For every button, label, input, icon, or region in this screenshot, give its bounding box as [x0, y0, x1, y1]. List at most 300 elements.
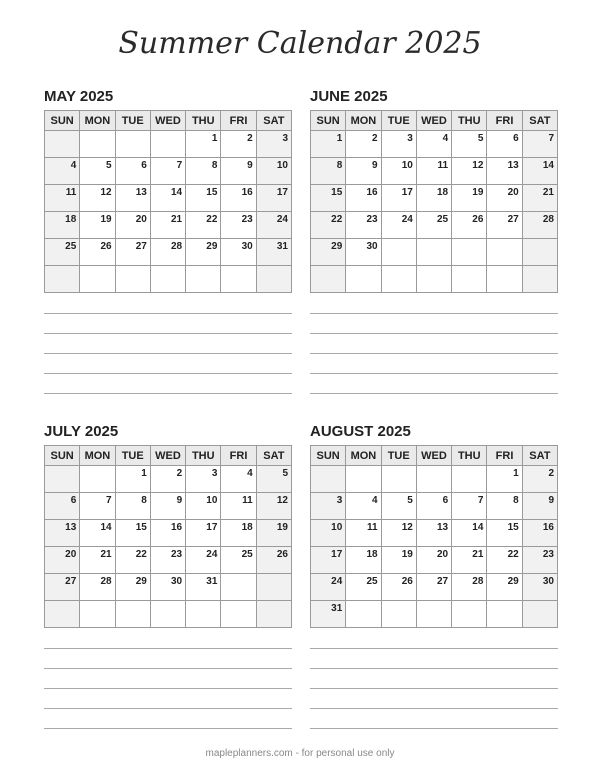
day-number: [112, 607, 115, 609]
day-number: [483, 472, 486, 474]
note-line: [44, 313, 292, 314]
day-number: [288, 272, 291, 274]
day-cell: [45, 158, 80, 185]
day-cell: [186, 601, 221, 628]
day-number: 23: [171, 549, 183, 560]
week-row: [45, 520, 292, 547]
day-cell: [150, 212, 185, 239]
day-cell: [80, 493, 115, 520]
day-number: [182, 137, 185, 139]
weekday-header: SAT: [256, 446, 291, 466]
day-cell: [115, 158, 150, 185]
day-cell: [311, 158, 346, 185]
day-cell: [311, 547, 346, 574]
note-line: [310, 353, 558, 354]
day-cell: [381, 574, 416, 601]
day-number: 15: [331, 187, 343, 198]
day-cell: [80, 212, 115, 239]
day-cell: [522, 601, 557, 628]
day-number: 12: [100, 187, 112, 198]
day-number: 5: [106, 160, 112, 171]
weekday-header: SAT: [256, 111, 291, 131]
day-cell: [256, 239, 291, 266]
week-row: [311, 574, 558, 601]
day-number: [554, 245, 557, 247]
note-line: [44, 353, 292, 354]
note-line: [44, 373, 292, 374]
day-cell: [452, 466, 487, 493]
day-cell: [221, 212, 256, 239]
day-cell: [221, 239, 256, 266]
note-line: [310, 373, 558, 374]
day-cell: [80, 239, 115, 266]
day-number: 20: [507, 187, 519, 198]
day-number: [483, 245, 486, 247]
day-cell: [80, 547, 115, 574]
day-cell: [381, 185, 416, 212]
day-number: 30: [366, 241, 378, 252]
day-cell: [452, 493, 487, 520]
day-number: [448, 472, 451, 474]
day-number: 12: [472, 160, 484, 171]
day-number: [112, 272, 115, 274]
day-number: 11: [65, 187, 77, 198]
day-number: 28: [171, 241, 183, 252]
week-row: [311, 520, 558, 547]
day-cell: [45, 212, 80, 239]
weekday-header: TUE: [381, 111, 416, 131]
day-cell: [487, 158, 522, 185]
day-cell: [45, 547, 80, 574]
day-cell: [115, 520, 150, 547]
day-cell: [80, 466, 115, 493]
weekday-header: WED: [150, 446, 185, 466]
day-cell: [452, 601, 487, 628]
day-cell: [256, 158, 291, 185]
day-number: 24: [206, 549, 218, 560]
day-cell: [311, 520, 346, 547]
weekday-header: TUE: [381, 446, 416, 466]
day-number: [253, 607, 256, 609]
day-cell: [221, 574, 256, 601]
day-cell: [452, 158, 487, 185]
day-cell: [381, 131, 416, 158]
day-number: [288, 580, 291, 582]
day-number: 18: [437, 187, 449, 198]
day-number: [378, 607, 381, 609]
day-number: 30: [171, 576, 183, 587]
day-cell: [256, 466, 291, 493]
day-number: 2: [247, 133, 253, 144]
day-number: [288, 607, 291, 609]
day-number: 25: [65, 241, 77, 252]
day-cell: [256, 185, 291, 212]
day-cell: [522, 239, 557, 266]
day-cell: [115, 212, 150, 239]
day-number: 1: [513, 468, 519, 479]
day-number: [448, 272, 451, 274]
day-cell: [381, 466, 416, 493]
day-number: 7: [106, 495, 112, 506]
day-number: 16: [542, 522, 554, 533]
day-number: 20: [437, 549, 449, 560]
day-cell: [115, 239, 150, 266]
day-cell: [115, 466, 150, 493]
weekday-header-row: [311, 446, 558, 466]
day-number: 21: [542, 187, 554, 198]
day-number: 3: [211, 468, 218, 479]
day-cell: [522, 185, 557, 212]
day-number: 31: [276, 241, 288, 252]
day-number: 27: [507, 214, 519, 225]
day-cell: [221, 158, 256, 185]
day-number: 2: [548, 468, 554, 479]
day-number: 21: [171, 214, 183, 225]
day-number: 14: [472, 522, 484, 533]
day-cell: [416, 158, 451, 185]
day-number: [413, 607, 416, 609]
day-number: 3: [282, 133, 288, 144]
day-cell: [80, 158, 115, 185]
day-number: 8: [211, 160, 218, 171]
day-cell: [452, 520, 487, 547]
day-cell: [45, 601, 80, 628]
day-cell: [115, 131, 150, 158]
note-line: [310, 313, 558, 314]
day-number: 11: [437, 160, 449, 171]
day-number: 6: [442, 495, 449, 506]
week-row: [311, 212, 558, 239]
page-title: Summer Calendar 2025: [118, 26, 482, 61]
day-cell: [522, 493, 557, 520]
day-number: 6: [70, 495, 77, 506]
day-cell: [452, 547, 487, 574]
day-cell: [346, 601, 381, 628]
weekday-header-row: [311, 111, 558, 131]
day-number: 1: [211, 133, 218, 144]
day-number: [413, 245, 416, 247]
day-cell: [452, 185, 487, 212]
day-number: [483, 607, 486, 609]
weekday-header: MON: [80, 446, 115, 466]
day-number: 3: [336, 495, 343, 506]
note-line: [310, 688, 558, 689]
day-number: [217, 272, 220, 274]
week-row: [45, 547, 292, 574]
notes-lines: [310, 648, 558, 748]
month-name: JUNE 2025: [310, 88, 388, 105]
day-number: 18: [65, 214, 77, 225]
week-row: [45, 466, 292, 493]
day-cell: [381, 266, 416, 293]
week-row: [311, 185, 558, 212]
day-number: [483, 272, 486, 274]
day-number: 22: [135, 549, 147, 560]
weekday-header-row: [45, 446, 292, 466]
note-line: [310, 728, 558, 729]
weekday-header: MON: [346, 446, 381, 466]
day-number: [112, 472, 115, 474]
day-number: 17: [206, 522, 218, 533]
day-number: 10: [401, 160, 413, 171]
day-cell: [487, 493, 522, 520]
day-number: [253, 580, 256, 582]
day-number: 14: [100, 522, 112, 533]
day-cell: [45, 266, 80, 293]
day-number: 19: [100, 214, 112, 225]
day-number: [448, 607, 451, 609]
weekday-header: SAT: [522, 446, 557, 466]
footer-text: mapleplanners.com - for personal use only: [205, 748, 395, 759]
day-number: 13: [135, 187, 147, 198]
day-cell: [80, 520, 115, 547]
day-cell: [150, 239, 185, 266]
day-number: 21: [100, 549, 112, 560]
day-cell: [487, 574, 522, 601]
week-row: [45, 158, 292, 185]
day-cell: [487, 131, 522, 158]
day-cell: [311, 493, 346, 520]
day-number: [448, 245, 451, 247]
week-row: [45, 185, 292, 212]
day-cell: [311, 185, 346, 212]
day-number: [76, 607, 79, 609]
day-cell: [221, 131, 256, 158]
day-number: 30: [241, 241, 253, 252]
note-line: [310, 648, 558, 649]
day-cell: [45, 131, 80, 158]
day-number: 19: [472, 187, 484, 198]
day-number: 10: [276, 160, 288, 171]
note-line: [44, 688, 292, 689]
day-cell: [487, 520, 522, 547]
day-number: 28: [542, 214, 554, 225]
note-line: [310, 393, 558, 394]
day-cell: [346, 547, 381, 574]
day-cell: [150, 547, 185, 574]
day-number: 31: [331, 603, 343, 614]
week-row: [45, 212, 292, 239]
day-cell: [311, 239, 346, 266]
day-number: 7: [477, 495, 484, 506]
day-number: 9: [548, 495, 554, 506]
day-cell: [115, 185, 150, 212]
day-cell: [45, 466, 80, 493]
note-line: [310, 333, 558, 334]
day-number: 4: [70, 160, 77, 171]
day-number: 28: [472, 576, 484, 587]
weekday-header: MON: [346, 111, 381, 131]
day-cell: [256, 601, 291, 628]
day-number: 5: [477, 133, 484, 144]
day-cell: [256, 212, 291, 239]
day-cell: [416, 466, 451, 493]
weekday-header: SUN: [311, 111, 346, 131]
week-row: [311, 547, 558, 574]
weekday-header: FRI: [221, 446, 256, 466]
day-cell: [311, 574, 346, 601]
day-cell: [452, 266, 487, 293]
day-cell: [256, 266, 291, 293]
week-row: [311, 493, 558, 520]
day-cell: [80, 131, 115, 158]
day-cell: [311, 601, 346, 628]
day-cell: [115, 574, 150, 601]
day-cell: [416, 493, 451, 520]
day-number: 22: [206, 214, 218, 225]
note-line: [44, 333, 292, 334]
day-number: 30: [542, 576, 554, 587]
day-cell: [186, 185, 221, 212]
day-cell: [80, 574, 115, 601]
week-row: [45, 239, 292, 266]
day-cell: [487, 601, 522, 628]
day-number: 22: [507, 549, 519, 560]
day-cell: [115, 601, 150, 628]
day-number: 24: [331, 576, 343, 587]
day-cell: [487, 547, 522, 574]
day-cell: [256, 547, 291, 574]
day-number: 4: [372, 495, 378, 506]
day-number: 6: [141, 160, 147, 171]
day-cell: [416, 520, 451, 547]
day-cell: [221, 466, 256, 493]
day-number: [342, 272, 345, 274]
day-cell: [256, 131, 291, 158]
weekday-header: THU: [186, 111, 221, 131]
day-number: 17: [331, 549, 343, 560]
calendar-grid: [44, 445, 292, 628]
day-cell: [150, 266, 185, 293]
day-cell: [45, 520, 80, 547]
day-cell: [522, 547, 557, 574]
day-cell: [221, 547, 256, 574]
week-row: [45, 493, 292, 520]
day-cell: [150, 520, 185, 547]
day-number: [182, 272, 185, 274]
day-cell: [45, 574, 80, 601]
day-number: [342, 472, 345, 474]
week-row: [45, 574, 292, 601]
day-cell: [522, 520, 557, 547]
day-number: [147, 607, 150, 609]
day-number: 21: [472, 549, 484, 560]
week-row: [45, 601, 292, 628]
day-number: 1: [141, 468, 147, 479]
day-number: [413, 272, 416, 274]
weekday-header: FRI: [487, 111, 522, 131]
day-cell: [487, 466, 522, 493]
day-number: 18: [241, 522, 253, 533]
day-number: [76, 137, 79, 139]
day-number: 3: [407, 133, 413, 144]
day-cell: [522, 266, 557, 293]
weekday-header: MON: [80, 111, 115, 131]
day-cell: [416, 185, 451, 212]
day-cell: [256, 574, 291, 601]
day-number: 7: [176, 160, 183, 171]
day-number: 12: [276, 495, 288, 506]
week-row: [311, 601, 558, 628]
day-cell: [115, 266, 150, 293]
day-number: 8: [336, 160, 343, 171]
weekday-header: SUN: [45, 446, 80, 466]
day-cell: [452, 239, 487, 266]
weekday-header: SUN: [311, 446, 346, 466]
day-number: 26: [472, 214, 484, 225]
day-number: 26: [276, 549, 288, 560]
day-number: 5: [407, 495, 413, 506]
day-number: 7: [548, 133, 554, 144]
day-cell: [311, 266, 346, 293]
weekday-header: WED: [416, 111, 451, 131]
weekday-header: THU: [452, 446, 487, 466]
day-cell: [186, 547, 221, 574]
day-number: 10: [206, 495, 218, 506]
day-number: 9: [247, 160, 253, 171]
day-cell: [346, 131, 381, 158]
day-cell: [381, 212, 416, 239]
day-cell: [381, 547, 416, 574]
day-cell: [346, 266, 381, 293]
day-cell: [80, 266, 115, 293]
day-number: 20: [135, 214, 147, 225]
day-cell: [452, 574, 487, 601]
day-cell: [186, 520, 221, 547]
day-number: 12: [401, 522, 413, 533]
day-cell: [45, 239, 80, 266]
day-number: [519, 245, 522, 247]
day-cell: [346, 158, 381, 185]
day-number: 14: [542, 160, 554, 171]
day-cell: [381, 239, 416, 266]
day-number: 14: [171, 187, 183, 198]
day-cell: [150, 185, 185, 212]
day-cell: [522, 131, 557, 158]
note-line: [44, 648, 292, 649]
day-cell: [452, 212, 487, 239]
day-cell: [346, 239, 381, 266]
day-number: 17: [276, 187, 288, 198]
day-cell: [115, 493, 150, 520]
week-row: [311, 131, 558, 158]
day-cell: [150, 158, 185, 185]
day-number: [378, 272, 381, 274]
day-number: [147, 272, 150, 274]
notes-lines: [44, 313, 292, 413]
day-number: 23: [366, 214, 378, 225]
day-cell: [381, 493, 416, 520]
note-line: [44, 728, 292, 729]
day-number: 17: [401, 187, 413, 198]
day-cell: [381, 158, 416, 185]
day-cell: [186, 131, 221, 158]
day-cell: [221, 601, 256, 628]
day-cell: [150, 466, 185, 493]
day-number: 18: [366, 549, 378, 560]
day-number: [112, 137, 115, 139]
day-number: [147, 137, 150, 139]
day-cell: [150, 601, 185, 628]
day-number: 4: [442, 133, 449, 144]
weekday-header: TUE: [115, 111, 150, 131]
day-number: 4: [247, 468, 253, 479]
week-row: [311, 158, 558, 185]
day-cell: [150, 493, 185, 520]
day-cell: [416, 239, 451, 266]
month-name: JULY 2025: [44, 423, 119, 440]
day-number: 29: [135, 576, 147, 587]
